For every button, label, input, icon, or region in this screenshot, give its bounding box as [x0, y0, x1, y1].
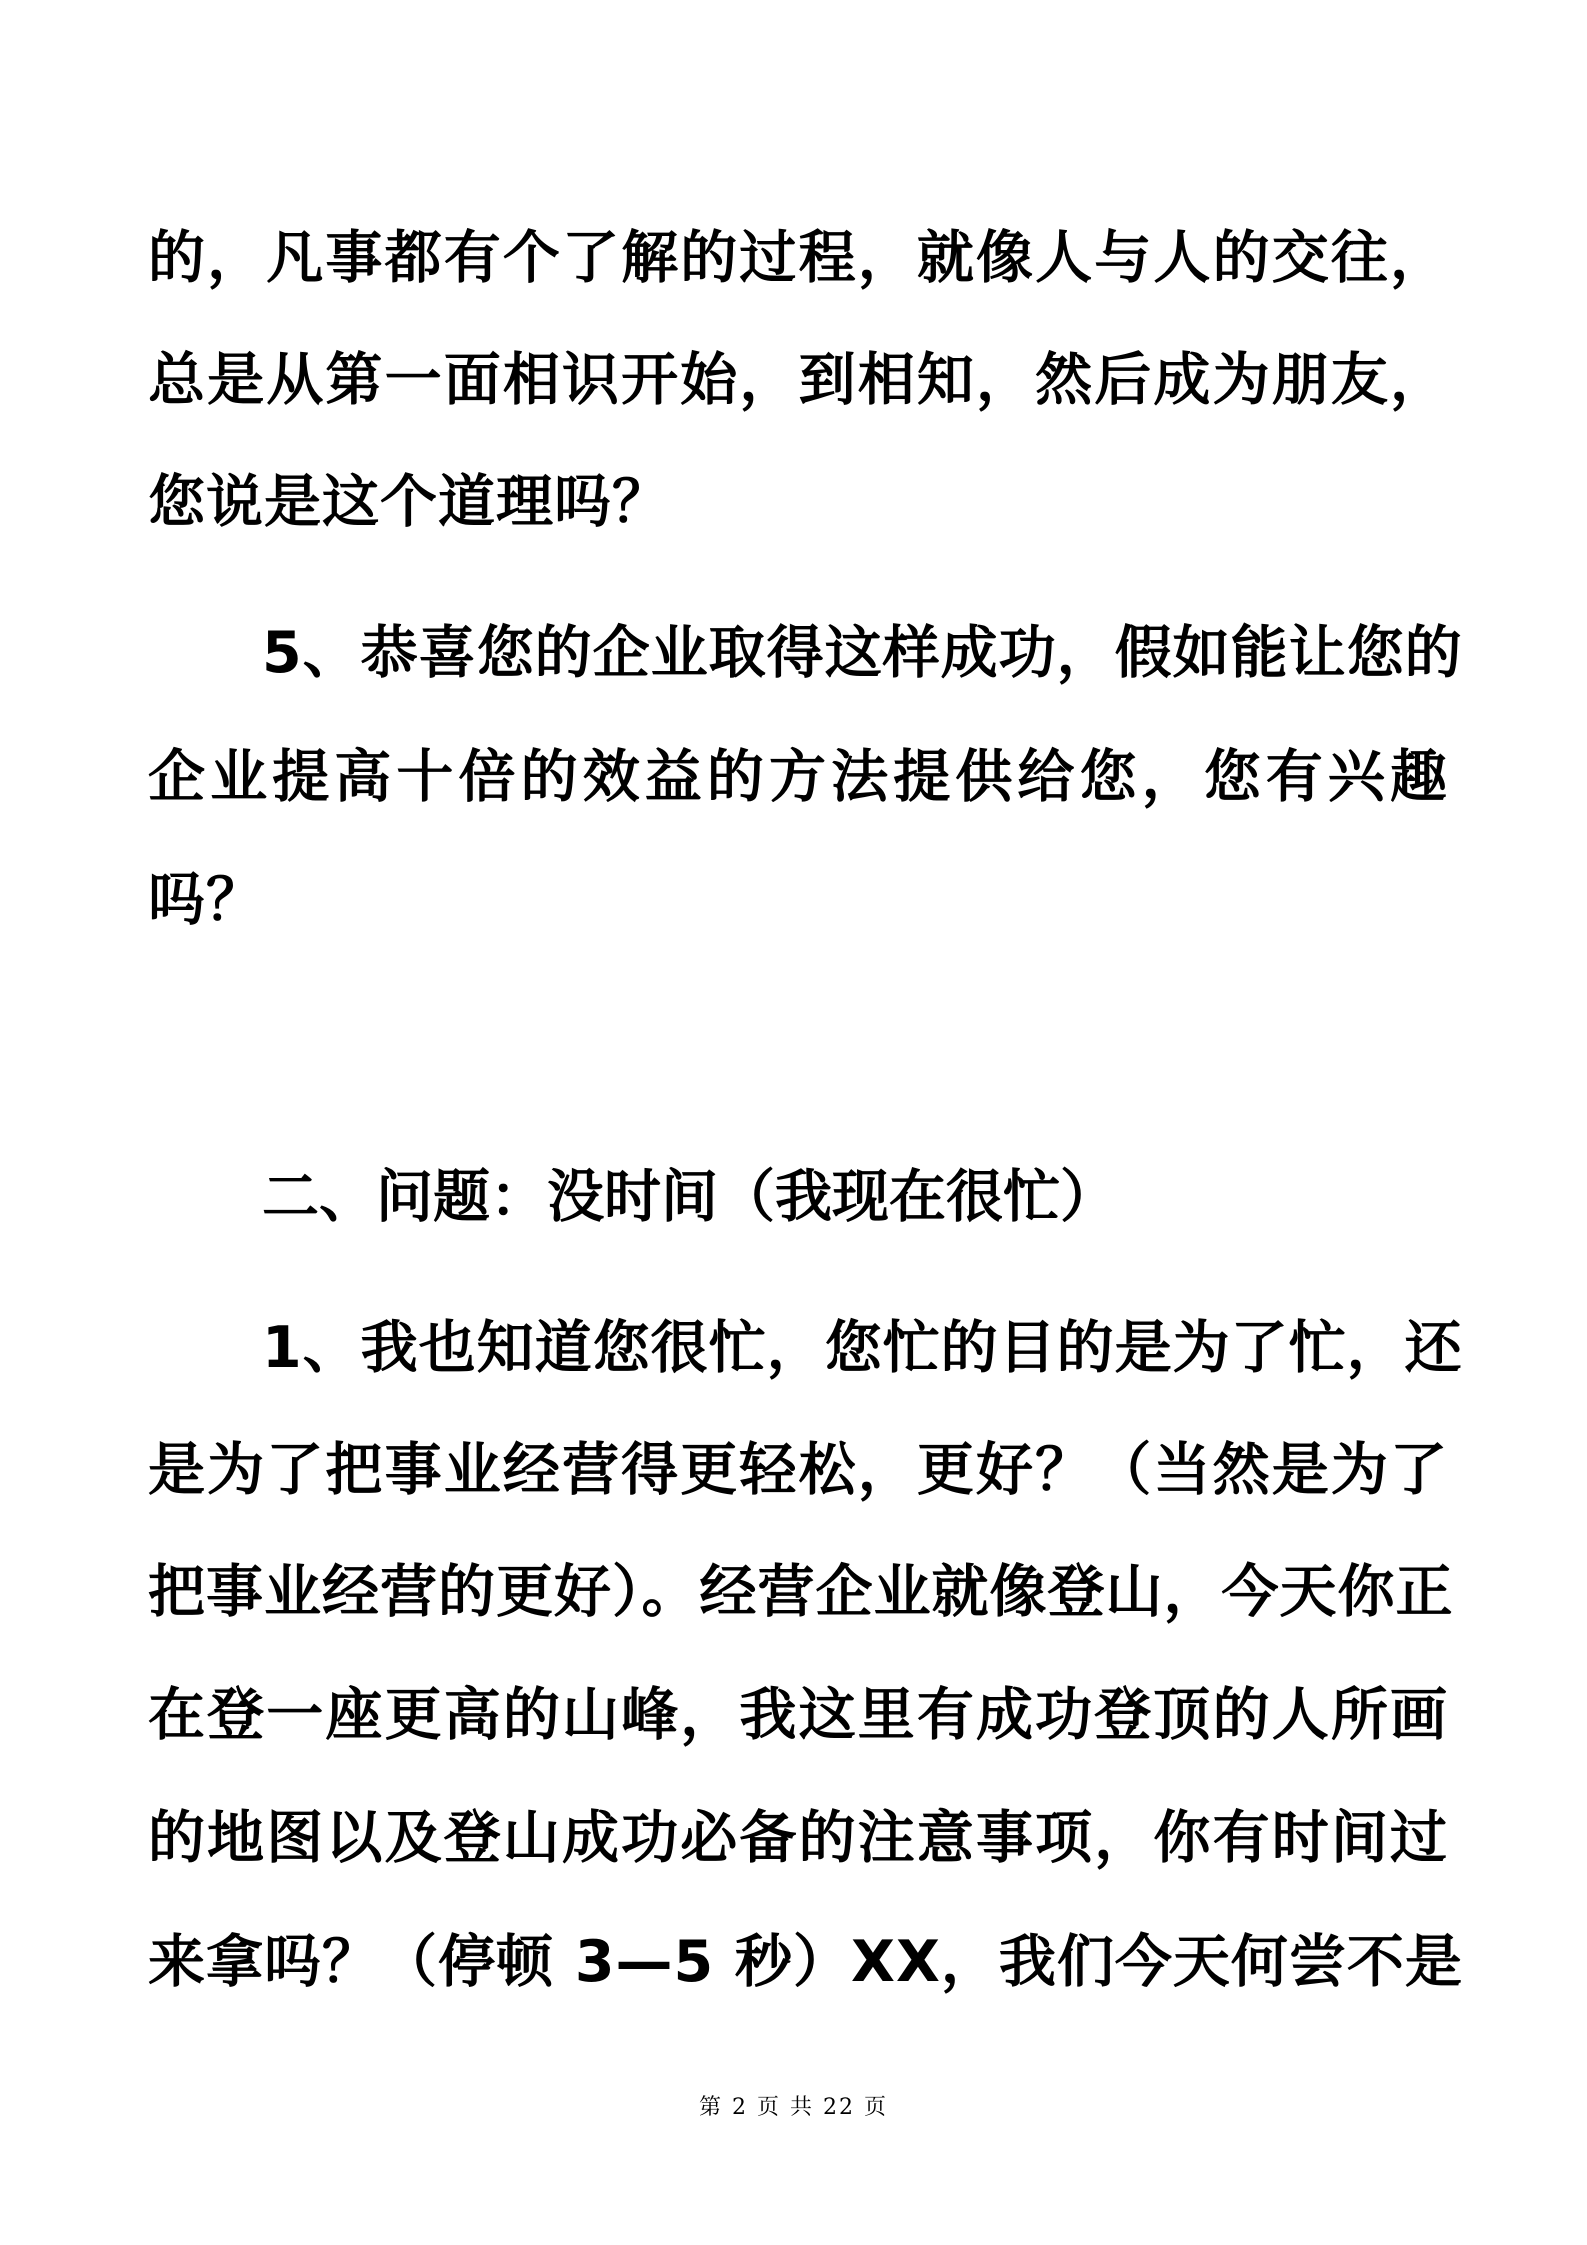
paragraph-1-line: 的地图以及登山成功必备的注意事项，你有时间过 — [148, 1805, 1448, 1871]
text-line: 总是从第一面相识开始，到相知，然后成为朋友， — [148, 347, 1448, 413]
text-line: 您说是这个道理吗？ — [148, 469, 670, 535]
paragraph-5-line: 企业提高十倍的效益的方法提供给您，您有兴趣 — [148, 744, 1448, 810]
text-line: 的，凡事都有个了解的过程，就像人与人的交往， — [148, 225, 1448, 291]
paragraph-1-line: 是为了把事业经营得更轻松，更好？（当然是为了 — [148, 1437, 1448, 1503]
paragraph-5-line: 5、恭喜您的企业取得这样成功，假如能让您的 — [262, 620, 1463, 686]
page-footer: 第 2 页 共 22 页 — [699, 2095, 888, 2120]
paragraph-1-line: 把事业经营的更好）。经营企业就像登山，今天你正 — [148, 1559, 1454, 1625]
paragraph-5-line: 吗？ — [148, 867, 264, 933]
paragraph-1-line: 1、我也知道您很忙，您忙的目的是为了忙，还 — [262, 1315, 1463, 1381]
paragraph-1-line: 在登一座更高的山峰，我这里有成功登顶的人所画 — [148, 1682, 1448, 1748]
section-heading: 二、问题：没时间（我现在很忙） — [262, 1164, 1117, 1230]
paragraph-1-line: 来拿吗？（停顿 3—5 秒）XX，我们今天何尝不是 — [148, 1929, 1463, 1995]
